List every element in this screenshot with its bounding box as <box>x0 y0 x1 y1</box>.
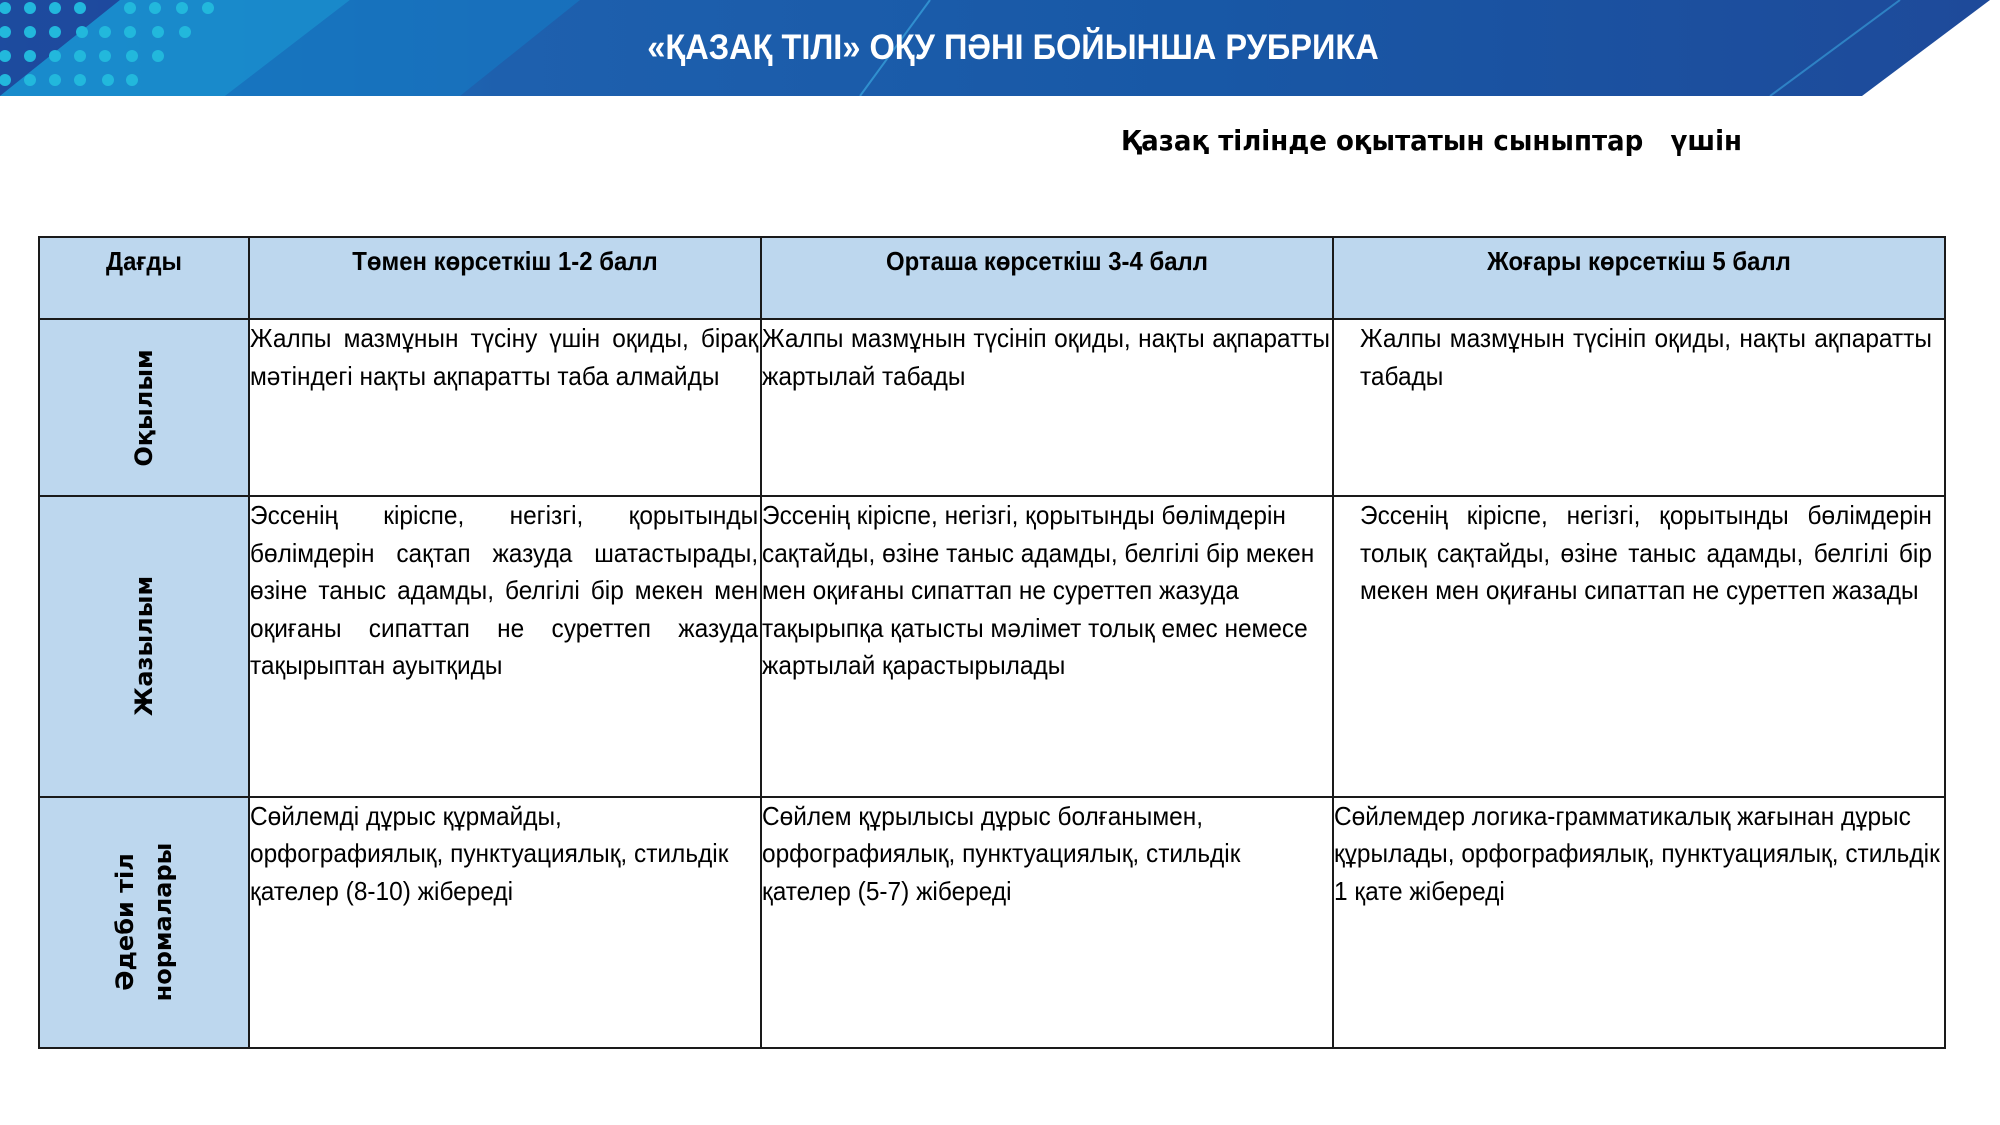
high-level-cell: Эссенің кіріспе, негізгі, қорытынды бөлімдерін толық сақтайды, өзіне таныс адамды, белгілі бір мекен мен оқиғаны сипаттап не суреттеп жазады <box>1333 496 1945 796</box>
low-level-cell: Сөйлемді дұрыс құрмайды, орфографиялық, пунктуациялық, стильдік қателер (8-10) жібереді <box>249 797 761 1048</box>
skill-label: Жазылым <box>130 576 158 717</box>
table-row-writing <box>39 496 1945 796</box>
table-row-reading <box>39 319 1945 496</box>
skill-label: Әдеби тіл нормалары <box>111 842 177 1002</box>
column-header-low: Төмен көрсеткіш 1-2 балл <box>249 237 761 319</box>
column-header-high: Жоғары көрсеткіш 5 балл <box>1333 237 1945 319</box>
rubric-table <box>38 236 1946 1049</box>
header-banner <box>0 0 2000 96</box>
low-level-cell: Жалпы мазмұнын түсіну үшін оқиды, бірақ мәтіндегі нақты ақпаратты таба алмайды <box>249 319 761 496</box>
mid-level-cell: Жалпы мазмұнын түсініп оқиды, нақты ақпаратты жартылай табады <box>761 319 1333 496</box>
column-header-skill: Дағды <box>39 237 249 319</box>
skill-label: Оқылым <box>130 349 158 467</box>
high-level-cell: Сөйлемдер логика-грамматикалық жағынан дұрыс құрылады, орфографиялық, пунктуациялық, стильдік 1 қате жібереді <box>1333 797 1945 1048</box>
table-header-row <box>39 237 1945 319</box>
mid-level-cell: Сөйлем құрылысы дұрыс болғанымен, орфографиялық, пунктуациялық, стильдік қателер (5-7) жібереді <box>761 797 1333 1048</box>
column-header-mid: Орташа көрсеткіш 3-4 балл <box>761 237 1333 319</box>
skill-cell <box>39 319 249 496</box>
subtitle: Қазақ тілінде оқытатын сыныптар үшін <box>1121 124 1742 157</box>
skill-cell <box>39 496 249 796</box>
high-level-cell: Жалпы мазмұнын түсініп оқиды, нақты ақпаратты табады <box>1333 319 1945 496</box>
page-title: «ҚАЗАҚ ТІЛІ» ОҚУ ПӘНІ БОЙЫНША РУБРИКА <box>647 28 1379 67</box>
low-level-cell: Эссенің кіріспе, негізгі, қорытынды бөлімдерін сақтап жазуда шатастырады, өзіне таныс адамды, белгілі бір мекен мен оқиғаны сипаттап не суреттеп жазуда тақырыптан ауытқиды <box>249 496 761 796</box>
skill-cell <box>39 797 249 1048</box>
mid-level-cell: Эссенің кіріспе, негізгі, қорытынды бөлімдерін сақтайды, өзіне таныс адамды, белгілі бір мекен мен оқиғаны сипаттап не суреттеп жазуда тақырыпқа қатысты мәлімет толық емес немесе жартылай қарастырылады <box>761 496 1333 796</box>
table-row-literary-norms <box>39 797 1945 1048</box>
